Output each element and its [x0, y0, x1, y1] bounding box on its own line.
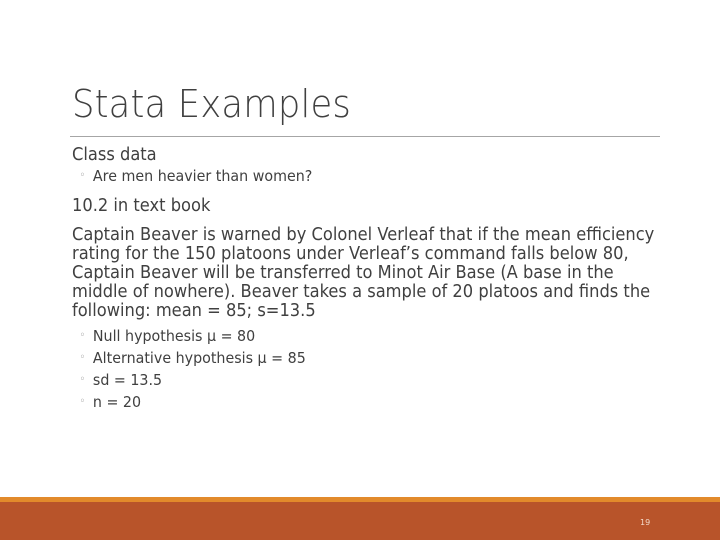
- hollow-bullet-icon: ◦: [79, 330, 86, 341]
- slide-body: [72, 146, 662, 413]
- footer-bar: [0, 502, 720, 540]
- hollow-bullet-icon: ◦: [79, 352, 86, 363]
- sub-bullet: [72, 165, 633, 187]
- sub-bullet-list: [72, 325, 662, 413]
- sub-bullet-text: sd = 13.5: [92, 371, 163, 389]
- title-divider: [70, 136, 660, 137]
- sub-bullet-list: [72, 165, 662, 187]
- sub-bullet: [72, 391, 633, 413]
- hollow-bullet-icon: ◦: [79, 396, 86, 407]
- page-number: 19: [640, 518, 651, 527]
- slide-title: Stata Examples: [72, 82, 352, 126]
- bullet-paragraph: Captain Beaver is warned by Colonel Verleaf that if the mean efficiency rating for the 150 platoons under Verleaf’s command falls below 80, Captain Beaver will be transferred to Minot Air Base (A base in the middle of nowhere). Beaver takes a sample of 20 platoos and finds the following: mean = 85; s=13.5: [72, 225, 655, 321]
- sub-bullet-text: Null hypothesis µ = 80: [92, 327, 256, 345]
- bullet-heading: 10.2 in text book: [72, 196, 211, 216]
- hollow-bullet-icon: ◦: [79, 170, 86, 181]
- sub-bullet: [72, 325, 633, 347]
- hollow-bullet-icon: ◦: [79, 374, 86, 385]
- sub-bullet-text: n = 20: [92, 393, 142, 411]
- sub-bullet: [72, 369, 633, 391]
- sub-bullet-text: Alternative hypothesis µ = 85: [92, 349, 306, 367]
- sub-bullet: [72, 347, 633, 369]
- sub-bullet-text: Are men heavier than women?: [92, 167, 313, 185]
- bullet-heading: Class data: [72, 145, 157, 165]
